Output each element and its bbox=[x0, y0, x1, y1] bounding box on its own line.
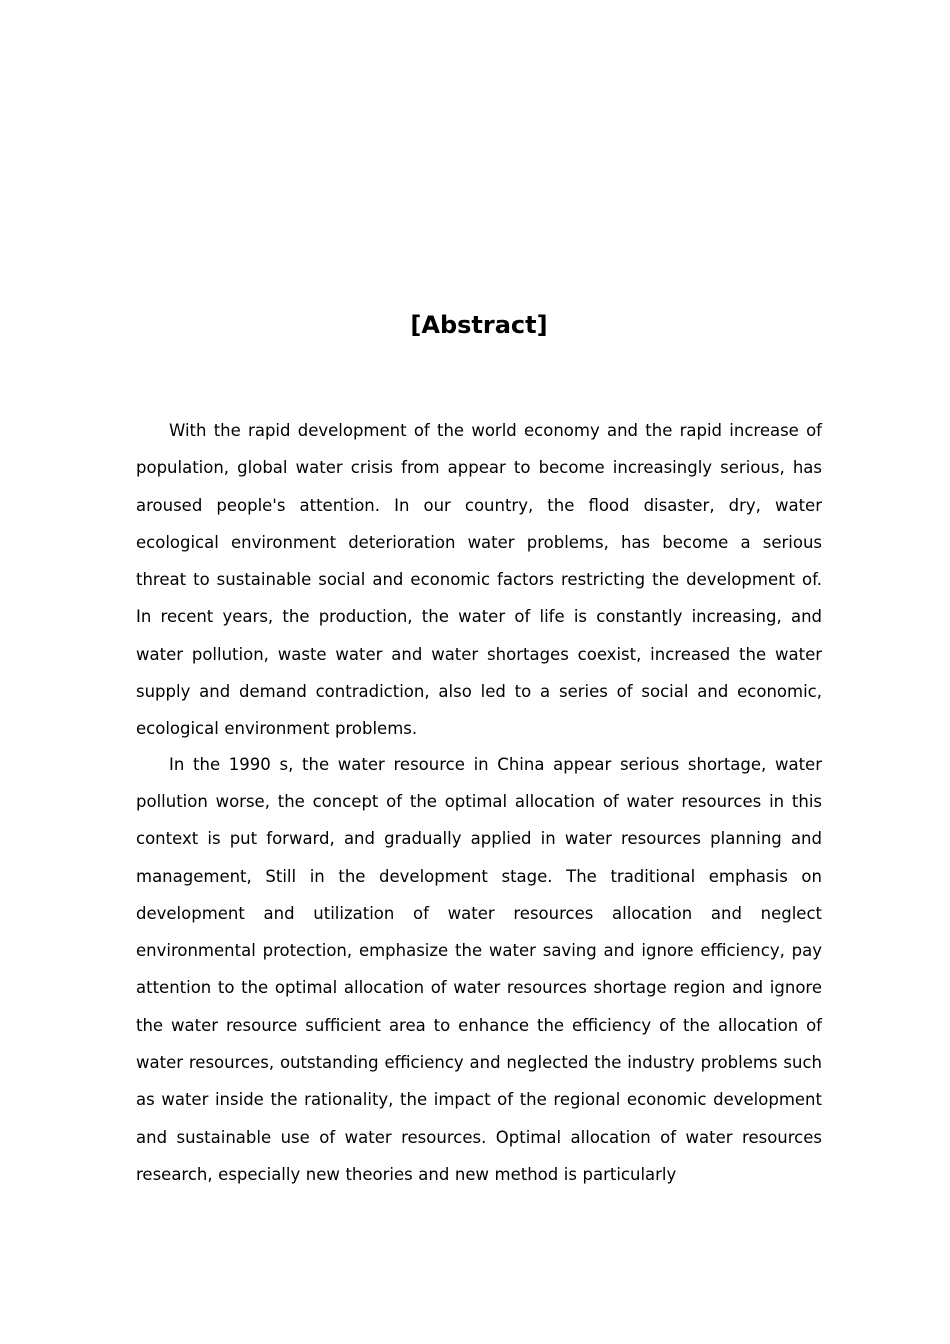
abstract-paragraph-2: In the 1990 s, the water resource in China appear serious shortage, water pollution worse, the concept of the optimal allocation of water resources in this context is put forward, and gradually applied in water resources planning and management, Still in the development stage. The traditional emphasis on development and utilization of water resources allocation and neglect environmental protection, emphasize the water saving and ignore efficiency, pay attention to the optimal allocation of water resources shortage region and ignore the water resource sufficient area to enhance the efficiency of the allocation of water resources, outstanding efficiency and neglected the industry problems such as water inside the rationality, the impact of the regional economic development and sustainable use of water resources. Optimal allocation of water resources research, especially new theories and new method is particularly bbox=[136, 754, 822, 1184]
abstract-body bbox=[136, 412, 822, 1191]
abstract-title: [Abstract] bbox=[410, 311, 548, 339]
abstract-paragraph-1: With the rapid development of the world economy and the rapid increase of population, global water crisis from appear to become increasingly serious, has aroused people's attention. In our country, the flood disaster, dry, water ecological environment deterioration water problems, has become a serious threat to sustainable social and economic factors restricting the development of. In recent years, the production, the water of life is constantly increasing, and water pollution, waste water and water shortages coexist, increased the water supply and demand contradiction, also led to a series of social and economic, ecological environment problems. bbox=[136, 421, 822, 739]
